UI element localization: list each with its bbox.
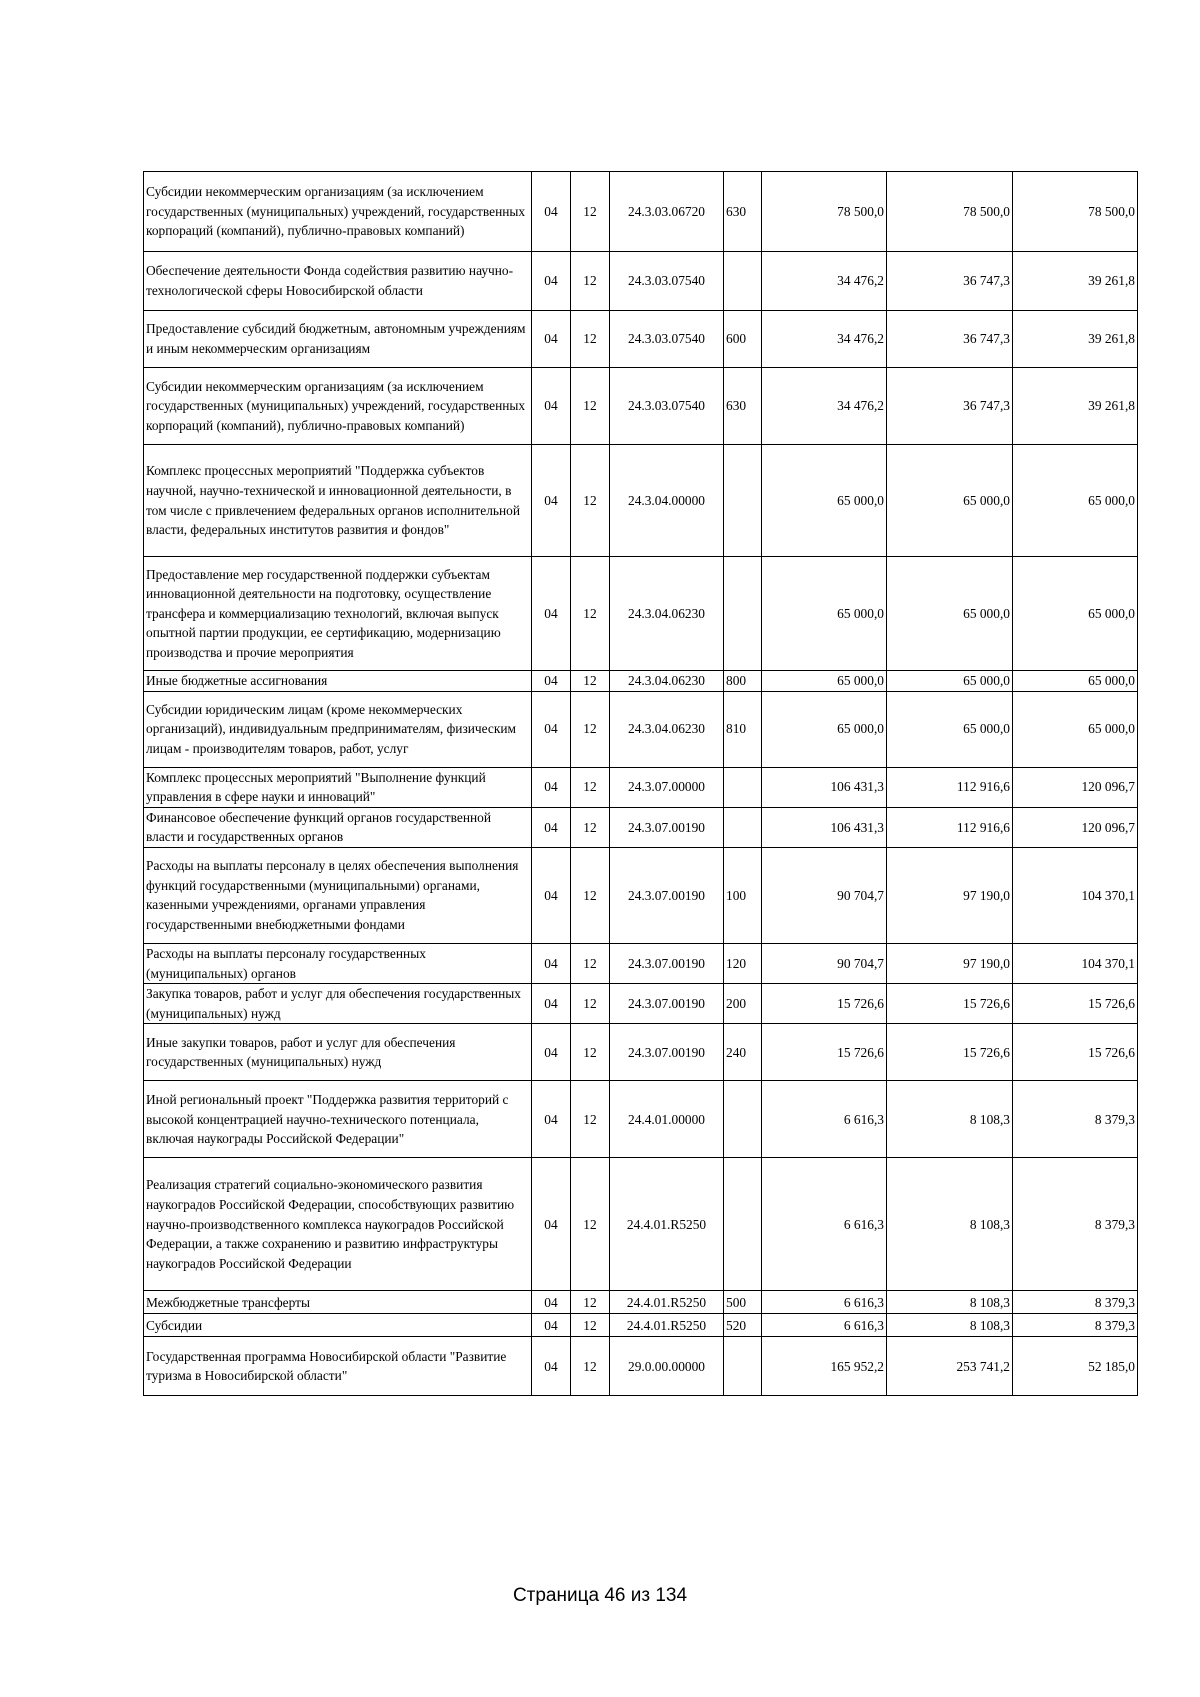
section-code-cell: 04 xyxy=(532,1158,571,1291)
section-code-cell: 04 xyxy=(532,691,571,767)
section-code-cell: 04 xyxy=(532,252,571,311)
expense-type-cell xyxy=(724,807,762,847)
amount-year3-cell: 39 261,8 xyxy=(1013,252,1138,311)
amount-year2-cell: 8 108,3 xyxy=(887,1291,1013,1314)
amount-year3-cell: 65 000,0 xyxy=(1013,445,1138,557)
amount-year2-cell: 253 741,2 xyxy=(887,1337,1013,1396)
page-number: Страница 46 из 134 xyxy=(512,1585,688,1606)
target-article-cell: 24.4.01.R5250 xyxy=(610,1314,724,1337)
target-article-cell: 24.3.04.06230 xyxy=(610,691,724,767)
amount-year1-cell: 15 726,6 xyxy=(762,984,887,1024)
section-code-cell: 04 xyxy=(532,807,571,847)
amount-year1-cell: 15 726,6 xyxy=(762,1024,887,1081)
section-code-cell: 04 xyxy=(532,847,571,943)
amount-year1-cell: 78 500,0 xyxy=(762,172,887,252)
amount-year1-cell: 6 616,3 xyxy=(762,1291,887,1314)
target-article-cell: 24.3.07.00190 xyxy=(610,943,724,983)
amount-year2-cell: 15 726,6 xyxy=(887,1024,1013,1081)
table-row xyxy=(144,1291,1138,1314)
row-name-cell: Предоставление мер государственной поддержки субъектам инновационной деятельности на подготовку, осуществление трансфера и коммерциализацию технологий, включая выпуск опытной партии продукции, ее сертификацию, модернизацию производства и прочие мероприятия xyxy=(144,557,532,671)
subsection-code-cell: 12 xyxy=(571,252,610,311)
row-name-cell: Государственная программа Новосибирской области "Развитие туризма в Новосибирской области" xyxy=(144,1337,532,1396)
section-code-cell: 04 xyxy=(532,1337,571,1396)
amount-year1-cell: 165 952,2 xyxy=(762,1337,887,1396)
row-name-cell: Иной региональный проект "Поддержка развития территорий с высокой концентрацией научно-технического потенциала, включая наукограды Российской Федерации" xyxy=(144,1081,532,1158)
subsection-code-cell: 12 xyxy=(571,1337,610,1396)
row-name-cell: Предоставление субсидий бюджетным, автономным учреждениям и иным некоммерческим организациям xyxy=(144,311,532,368)
subsection-code-cell: 12 xyxy=(571,172,610,252)
expense-type-cell: 810 xyxy=(724,691,762,767)
expense-type-cell xyxy=(724,252,762,311)
amount-year3-cell: 15 726,6 xyxy=(1013,984,1138,1024)
amount-year2-cell: 36 747,3 xyxy=(887,311,1013,368)
amount-year2-cell: 65 000,0 xyxy=(887,445,1013,557)
target-article-cell: 24.4.01.R5250 xyxy=(610,1291,724,1314)
subsection-code-cell: 12 xyxy=(571,368,610,445)
expense-type-cell: 100 xyxy=(724,847,762,943)
expense-type-cell xyxy=(724,557,762,671)
amount-year2-cell: 112 916,6 xyxy=(887,807,1013,847)
row-name-cell: Комплекс процессных мероприятий "Выполнение функций управления в сфере науки и инноваций" xyxy=(144,767,532,807)
expense-type-cell: 630 xyxy=(724,172,762,252)
amount-year1-cell: 6 616,3 xyxy=(762,1314,887,1337)
amount-year3-cell: 78 500,0 xyxy=(1013,172,1138,252)
table-row xyxy=(144,671,1138,692)
row-name-cell: Субсидии юридическим лицам (кроме некоммерческих организаций), индивидуальным предпринимателям, физическим лицам - производителям товаров, работ, услуг xyxy=(144,691,532,767)
amount-year1-cell: 6 616,3 xyxy=(762,1081,887,1158)
target-article-cell: 24.3.03.07540 xyxy=(610,311,724,368)
target-article-cell: 24.3.07.00190 xyxy=(610,984,724,1024)
subsection-code-cell: 12 xyxy=(571,984,610,1024)
amount-year3-cell: 65 000,0 xyxy=(1013,691,1138,767)
amount-year2-cell: 65 000,0 xyxy=(887,671,1013,692)
row-name-cell: Иные бюджетные ассигнования xyxy=(144,671,532,692)
subsection-code-cell: 12 xyxy=(571,767,610,807)
section-code-cell: 04 xyxy=(532,671,571,692)
expense-type-cell: 520 xyxy=(724,1314,762,1337)
subsection-code-cell: 12 xyxy=(571,943,610,983)
expense-type-cell xyxy=(724,767,762,807)
expense-type-cell: 120 xyxy=(724,943,762,983)
amount-year2-cell: 97 190,0 xyxy=(887,847,1013,943)
table-row xyxy=(144,943,1138,983)
table-row xyxy=(144,252,1138,311)
expense-type-cell: 600 xyxy=(724,311,762,368)
row-name-cell: Межбюджетные трансферты xyxy=(144,1291,532,1314)
table-row xyxy=(144,984,1138,1024)
target-article-cell: 24.3.04.06230 xyxy=(610,671,724,692)
amount-year1-cell: 106 431,3 xyxy=(762,807,887,847)
subsection-code-cell: 12 xyxy=(571,671,610,692)
target-article-cell: 24.3.04.00000 xyxy=(610,445,724,557)
amount-year1-cell: 106 431,3 xyxy=(762,767,887,807)
amount-year3-cell: 8 379,3 xyxy=(1013,1291,1138,1314)
row-name-cell: Комплекс процессных мероприятий "Поддержка субъектов научной, научно-технической и инновационной деятельности, в том числе с привлечением федеральных органов исполнительной власти, федеральных институтов развития и фондов" xyxy=(144,445,532,557)
expense-type-cell: 800 xyxy=(724,671,762,692)
amount-year1-cell: 90 704,7 xyxy=(762,943,887,983)
amount-year3-cell: 104 370,1 xyxy=(1013,943,1138,983)
table-row xyxy=(144,368,1138,445)
amount-year2-cell: 65 000,0 xyxy=(887,557,1013,671)
row-name-cell: Закупка товаров, работ и услуг для обеспечения государственных (муниципальных) нужд xyxy=(144,984,532,1024)
table-row xyxy=(144,445,1138,557)
table-row xyxy=(144,847,1138,943)
section-code-cell: 04 xyxy=(532,943,571,983)
subsection-code-cell: 12 xyxy=(571,1314,610,1337)
section-code-cell: 04 xyxy=(532,1024,571,1081)
section-code-cell: 04 xyxy=(532,1291,571,1314)
section-code-cell: 04 xyxy=(532,984,571,1024)
amount-year1-cell: 6 616,3 xyxy=(762,1158,887,1291)
row-name-cell: Обеспечение деятельности Фонда содействия развитию научно-технологической сферы Новосибирской области xyxy=(144,252,532,311)
amount-year3-cell: 8 379,3 xyxy=(1013,1314,1138,1337)
target-article-cell: 24.3.03.06720 xyxy=(610,172,724,252)
row-name-cell: Субсидии xyxy=(144,1314,532,1337)
budget-table-container xyxy=(143,171,1137,1396)
amount-year1-cell: 90 704,7 xyxy=(762,847,887,943)
amount-year3-cell: 65 000,0 xyxy=(1013,671,1138,692)
amount-year2-cell: 36 747,3 xyxy=(887,252,1013,311)
table-row xyxy=(144,1158,1138,1291)
amount-year3-cell: 8 379,3 xyxy=(1013,1158,1138,1291)
row-name-cell: Субсидии некоммерческим организациям (за исключением государственных (муниципальных) учреждений, государственных корпораций (компаний), публично-правовых компаний) xyxy=(144,172,532,252)
subsection-code-cell: 12 xyxy=(571,847,610,943)
target-article-cell: 24.3.07.00190 xyxy=(610,1024,724,1081)
subsection-code-cell: 12 xyxy=(571,1291,610,1314)
amount-year1-cell: 34 476,2 xyxy=(762,252,887,311)
row-name-cell: Реализация стратегий социально-экономического развития наукоградов Российской Федерации, способствующих развитию научно-производственного комплекса наукоградов Российской Федерации, а также сохранению и развитию инфраструктуры наукоградов Российской Федерации xyxy=(144,1158,532,1291)
row-name-cell: Расходы на выплаты персоналу государственных (муниципальных) органов xyxy=(144,943,532,983)
subsection-code-cell: 12 xyxy=(571,311,610,368)
row-name-cell: Иные закупки товаров, работ и услуг для обеспечения государственных (муниципальных) нужд xyxy=(144,1024,532,1081)
target-article-cell: 24.3.04.06230 xyxy=(610,557,724,671)
amount-year2-cell: 97 190,0 xyxy=(887,943,1013,983)
amount-year3-cell: 120 096,7 xyxy=(1013,767,1138,807)
subsection-code-cell: 12 xyxy=(571,1024,610,1081)
row-name-cell: Финансовое обеспечение функций органов государственной власти и государственных органов xyxy=(144,807,532,847)
amount-year3-cell: 39 261,8 xyxy=(1013,368,1138,445)
table-row xyxy=(144,1024,1138,1081)
section-code-cell: 04 xyxy=(532,557,571,671)
row-name-cell: Расходы на выплаты персоналу в целях обеспечения выполнения функций государственными (муниципальными) органами, казенными учреждениями, органами управления государственными внебюджетными фондами xyxy=(144,847,532,943)
target-article-cell: 24.3.07.00190 xyxy=(610,847,724,943)
subsection-code-cell: 12 xyxy=(571,445,610,557)
expense-type-cell xyxy=(724,1337,762,1396)
amount-year3-cell: 120 096,7 xyxy=(1013,807,1138,847)
expense-type-cell: 200 xyxy=(724,984,762,1024)
target-article-cell: 24.3.03.07540 xyxy=(610,368,724,445)
amount-year2-cell: 8 108,3 xyxy=(887,1158,1013,1291)
table-row xyxy=(144,311,1138,368)
subsection-code-cell: 12 xyxy=(571,557,610,671)
expense-type-cell: 240 xyxy=(724,1024,762,1081)
expense-type-cell: 500 xyxy=(724,1291,762,1314)
amount-year1-cell: 65 000,0 xyxy=(762,557,887,671)
amount-year2-cell: 78 500,0 xyxy=(887,172,1013,252)
table-row xyxy=(144,691,1138,767)
amount-year3-cell: 104 370,1 xyxy=(1013,847,1138,943)
section-code-cell: 04 xyxy=(532,172,571,252)
amount-year2-cell: 8 108,3 xyxy=(887,1314,1013,1337)
subsection-code-cell: 12 xyxy=(571,691,610,767)
section-code-cell: 04 xyxy=(532,1314,571,1337)
amount-year1-cell: 34 476,2 xyxy=(762,311,887,368)
section-code-cell: 04 xyxy=(532,1081,571,1158)
amount-year1-cell: 65 000,0 xyxy=(762,445,887,557)
amount-year2-cell: 15 726,6 xyxy=(887,984,1013,1024)
section-code-cell: 04 xyxy=(532,445,571,557)
table-row xyxy=(144,557,1138,671)
section-code-cell: 04 xyxy=(532,311,571,368)
expense-type-cell xyxy=(724,1158,762,1291)
table-row xyxy=(144,767,1138,807)
expense-type-cell xyxy=(724,445,762,557)
table-row xyxy=(144,1314,1138,1337)
section-code-cell: 04 xyxy=(532,368,571,445)
table-row xyxy=(144,1337,1138,1396)
amount-year3-cell: 8 379,3 xyxy=(1013,1081,1138,1158)
row-name-cell: Субсидии некоммерческим организациям (за исключением государственных (муниципальных) учреждений, государственных корпораций (компаний), публично-правовых компаний) xyxy=(144,368,532,445)
amount-year3-cell: 52 185,0 xyxy=(1013,1337,1138,1396)
subsection-code-cell: 12 xyxy=(571,1158,610,1291)
expense-type-cell xyxy=(724,1081,762,1158)
target-article-cell: 29.0.00.00000 xyxy=(610,1337,724,1396)
amount-year2-cell: 8 108,3 xyxy=(887,1081,1013,1158)
target-article-cell: 24.3.07.00190 xyxy=(610,807,724,847)
target-article-cell: 24.4.01.R5250 xyxy=(610,1158,724,1291)
amount-year2-cell: 65 000,0 xyxy=(887,691,1013,767)
table-row xyxy=(144,807,1138,847)
target-article-cell: 24.3.07.00000 xyxy=(610,767,724,807)
amount-year3-cell: 15 726,6 xyxy=(1013,1024,1138,1081)
subsection-code-cell: 12 xyxy=(571,1081,610,1158)
amount-year3-cell: 39 261,8 xyxy=(1013,311,1138,368)
section-code-cell: 04 xyxy=(532,767,571,807)
table-row xyxy=(144,172,1138,252)
amount-year1-cell: 65 000,0 xyxy=(762,671,887,692)
expense-type-cell: 630 xyxy=(724,368,762,445)
amount-year1-cell: 34 476,2 xyxy=(762,368,887,445)
table-row xyxy=(144,1081,1138,1158)
budget-table-body xyxy=(144,172,1138,1396)
amount-year1-cell: 65 000,0 xyxy=(762,691,887,767)
amount-year2-cell: 36 747,3 xyxy=(887,368,1013,445)
amount-year3-cell: 65 000,0 xyxy=(1013,557,1138,671)
subsection-code-cell: 12 xyxy=(571,807,610,847)
amount-year2-cell: 112 916,6 xyxy=(887,767,1013,807)
target-article-cell: 24.3.03.07540 xyxy=(610,252,724,311)
budget-table xyxy=(143,171,1138,1396)
target-article-cell: 24.4.01.00000 xyxy=(610,1081,724,1158)
